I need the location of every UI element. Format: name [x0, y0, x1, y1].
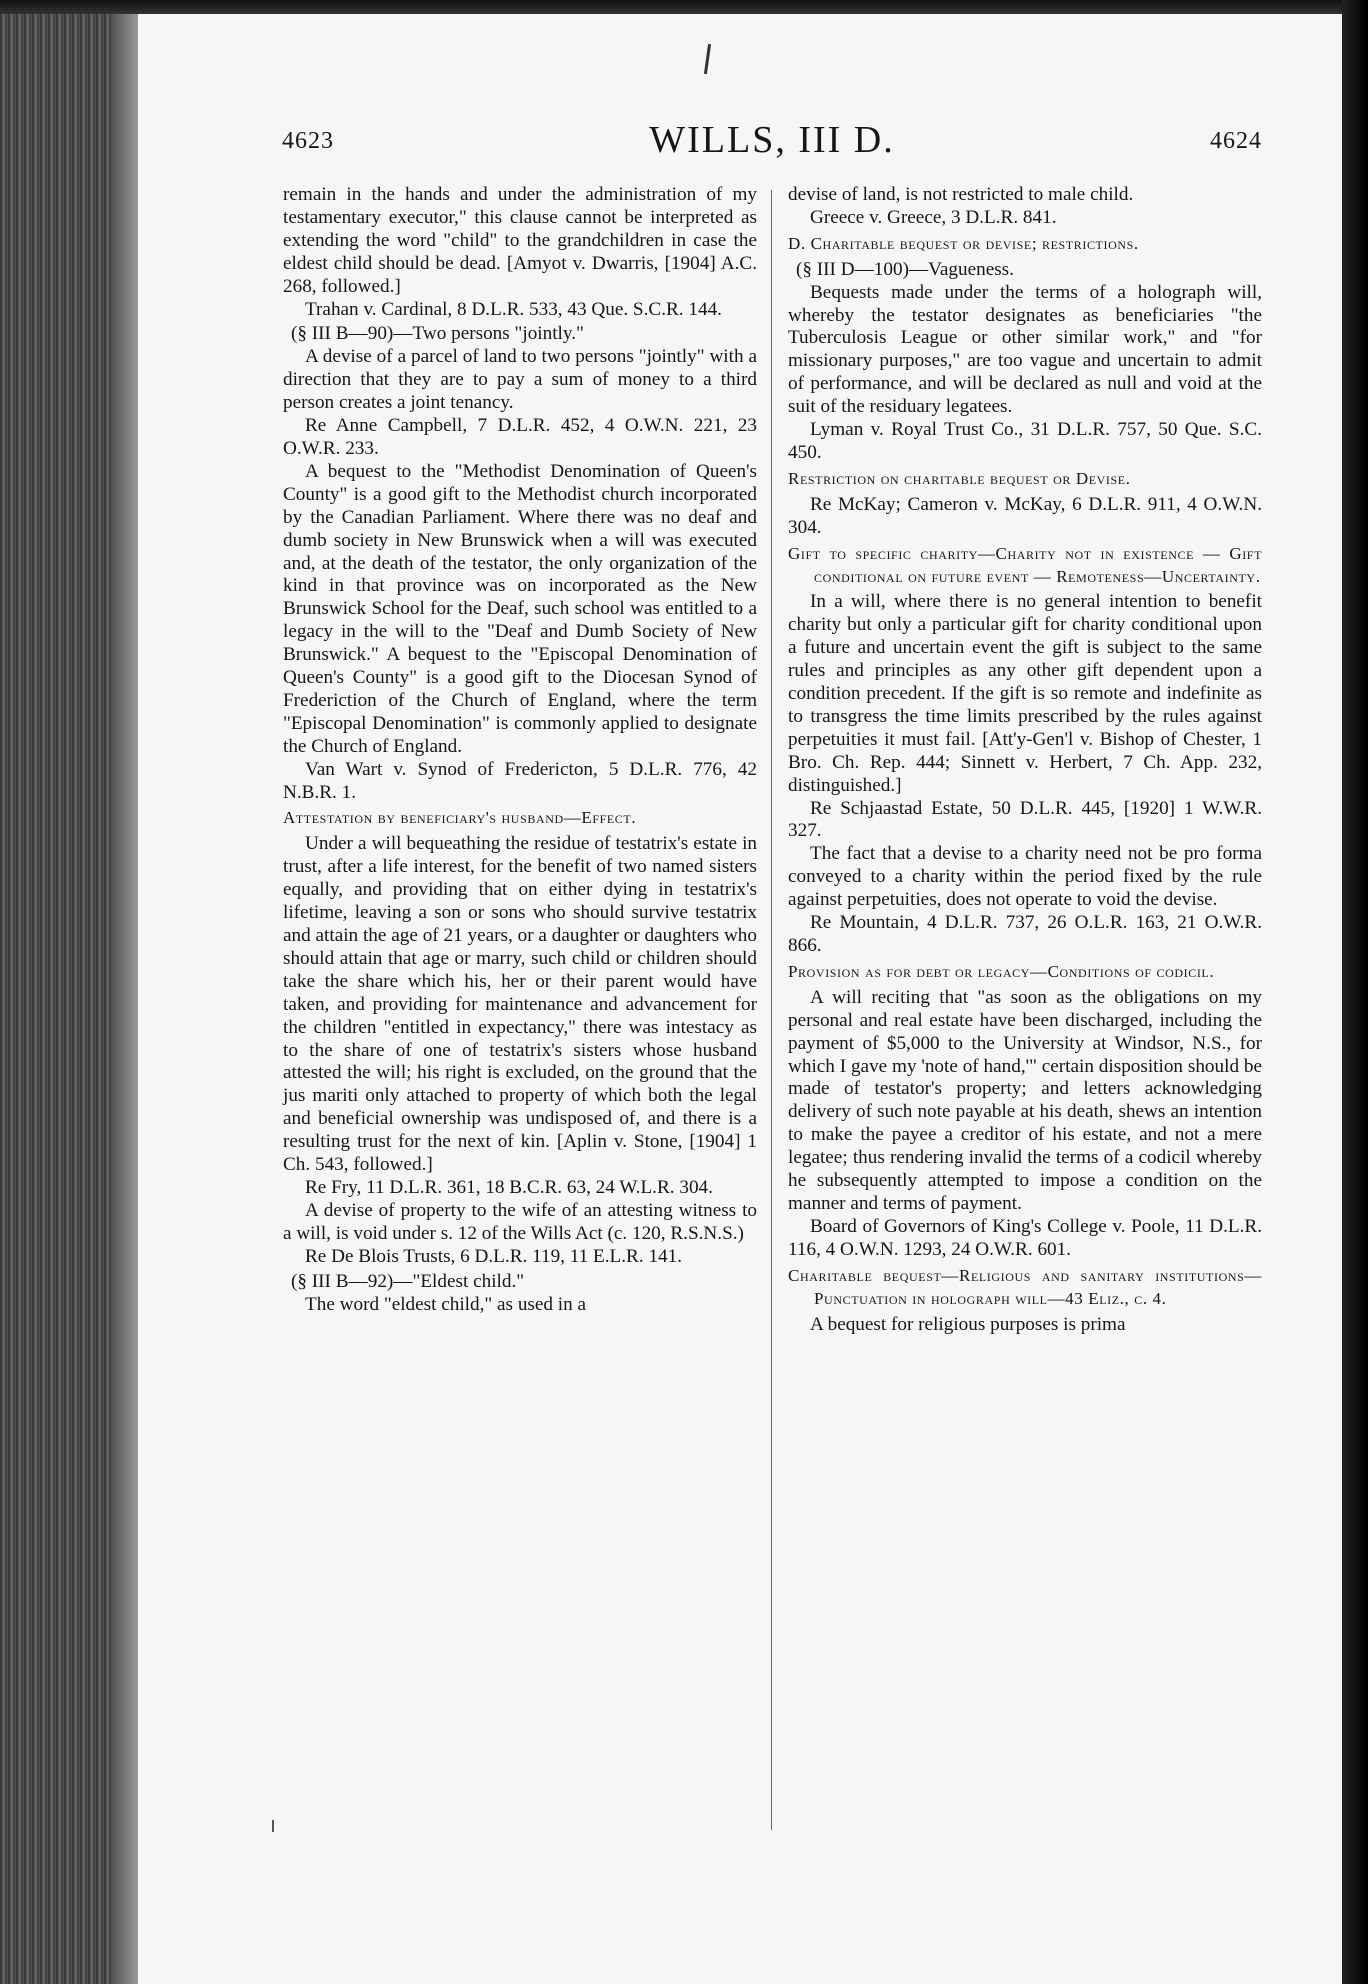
page-stack-edge: [112, 0, 138, 1984]
section-heading: Provision as for debt or legacy—Conditions of codicil.: [788, 961, 1215, 981]
case-citation: Lyman v. Royal Trust Co., 31 D.L.R. 757, 50 Que. S.C. 450.: [788, 419, 1262, 463]
paragraph: A devise of a parcel of land to two persons "jointly" with a direction that they are to pay a sum of money to a third person creates a joint tenancy.: [283, 346, 757, 414]
case-citation: Board of Governors of King's College v. Poole, 11 D.L.R. 116, 4 O.W.N. 1293, 24 O.W.R. 601.: [788, 1215, 1262, 1260]
paragraph: devise of land, is not restricted to male child.: [788, 184, 1134, 205]
case-citation: Trahan v. Cardinal, 8 D.L.R. 533, 43 Que. S.C.R. 144.: [305, 298, 722, 320]
column-divider: [771, 190, 772, 1830]
left-column: [283, 184, 757, 1316]
case-citation: Re McKay; Cameron v. McKay, 6 D.L.R. 911, 4 O.W.N. 304.: [788, 493, 1262, 538]
section-heading: D. Charitable bequest or devise; restrictions.: [788, 233, 1139, 253]
case-citation: Re De Blois Trusts, 6 D.L.R. 119, 11 E.L.R. 141.: [305, 1245, 683, 1267]
paragraph: remain in the hands and under the administration of my testamentary executor," this clause cannot be interpreted as extending the word "child" to the grandchildren in case the eldest child should be dead. [Amyot v. Dwarris, [1904] A.C. 268, followed.]: [283, 184, 757, 297]
case-citation: Re Mountain, 4 D.L.R. 737, 26 O.L.R. 163, 21 O.W.R. 866.: [788, 912, 1262, 956]
case-citation: Re Fry, 11 D.L.R. 361, 18 B.C.R. 63, 24 W.L.R. 304.: [305, 1176, 713, 1198]
paragraph: The word "eldest child," as used in a: [305, 1293, 587, 1315]
paragraph: Under a will bequeathing the residue of testatrix's estate in trust, after a life interest, for the benefit of two named sisters equally, and providing that on either dying in testatrix's lifetime, leaving a son or sons who should survive testatrix and attain the age of 21 years, or a daughter or daughters who should attain that age or marry, such child or children should take the share which his, her or their parent would have taken, and providing for maintenance and advancement for the children "entitled in expectancy," there was intestacy as to the share of one of testatrix's sisters whose husband attested the will; his right is excluded, on the ground that the jus mariti only attached to property of which both the legal and beneficial ownership was undisposed of, and there is a resulting trust for the next of kin. [Aplin v. Stone, [1904] 1 Ch. 543, followed.]: [283, 833, 757, 1176]
section-reference: (§ III B—92)—"Eldest child.": [291, 1270, 525, 1292]
book-spine: [0, 0, 138, 1984]
paragraph: The fact that a devise to a charity need not be pro forma conveyed to a charity within the period fixed by the rule against perpetuities, does not operate to void the devise.: [788, 843, 1262, 911]
margin-mark: [272, 1820, 274, 1832]
scan-top-border: [0, 0, 1368, 14]
section-heading: Restriction on charitable bequest or Devise.: [788, 468, 1131, 488]
paragraph: Bequests made under the terms of a holograph will, whereby the testator designates as beneficiaries "the Tuberculosis League or other similar work," and "for missionary purposes," are too vague and uncertain to admit of performance, and will be declared as null and void at the suit of the residuary legatees.: [788, 281, 1262, 418]
page-header: [282, 118, 1262, 168]
case-citation: Re Schjaastad Estate, 50 D.L.R. 445, [1920] 1 W.W.R. 327.: [788, 797, 1262, 842]
paragraph: A devise of property to the wife of an attesting witness to a will, is void under s. 12 of the Wills Act (c. 120, R.S.N.S.): [283, 1199, 757, 1244]
section-heading: Attestation by beneficiary's husband—Effect.: [283, 808, 637, 828]
case-citation: Greece v. Greece, 3 D.L.R. 841.: [810, 206, 1057, 228]
section-reference: (§ III D—100)—Vagueness.: [796, 258, 1014, 280]
case-citation: Re Anne Campbell, 7 D.L.R. 452, 4 O.W.N. 221, 23 O.W.R. 233.: [283, 415, 757, 459]
right-page-number: 4624: [1210, 128, 1262, 154]
paragraph: In a will, where there is no general intention to benefit charity but only a particular gift for charity conditional upon a future and uncertain event the gift is subject to the same rules and principles as any other gift dependent upon a condition precedent. If the gift is so remote and indefinite as to transgress the time limits prescribed by the rules against perpetuities it must fail. [Att'y-Gen'l v. Bishop of Chester, 1 Bro. Ch. Rep. 444; Sinnett v. Herbert, 7 Ch. App. 232, distinguished.]: [788, 591, 1262, 796]
section-heading: Charitable bequest—Religious and sanitary institutions—Punctuation in holograph will—43 Eliz., c. 4.: [788, 1265, 1262, 1308]
paragraph: A bequest to the "Methodist Denomination of Queen's County" is a good gift to the Methodist church incorporated by the Canadian Parliament. Where there was no deaf and dumb society in New Brunswick when a will was executed and, at the death of the testator, the only organization of the kind in that province was on incorporated as the New Brunswick School for the Deaf, such school was entitled to a legacy in the will to the "Deaf and Dumb Society of New Brunswick." A bequest to the "Episcopal Denomination of Queen's County" is a good gift to the Diocesan Synod of Frederiction of the Church of England, where the term "Episcopal Denomination" is commonly applied to designate the Church of England.: [283, 460, 757, 757]
right-column: [788, 184, 1262, 1336]
section-reference: (§ III B—90)—Two persons "jointly.": [291, 323, 584, 345]
paragraph: A will reciting that "as soon as the obligations on my personal and real estate have been discharged, including the payment of $5,000 to the University at Windsor, N.S., for which I gave my 'note of hand,'" certain disposition should be made of testator's property; and letters acknowledging delivery of such note payable at his death, shews an intention to make the payee a creditor of his estate, and not a mere legatee; thus rendering invalid the terms of a codicil whereby he subsequently attempted to impose a condition on the manner and terms of payment.: [788, 986, 1262, 1214]
scan-right-border: [1342, 0, 1368, 1984]
case-citation: Van Wart v. Synod of Fredericton, 5 D.L.R. 776, 42 N.B.R. 1.: [283, 758, 757, 803]
left-page-number: 4623: [282, 128, 334, 154]
paragraph: A bequest for religious purposes is prima: [810, 1313, 1126, 1335]
pencil-mark: [704, 44, 711, 74]
running-title: WILLS, III D.: [649, 119, 895, 161]
section-heading: Gift to specific charity—Charity not in existence — Gift conditional on future event — Remoteness—Uncertainty.: [788, 543, 1262, 586]
